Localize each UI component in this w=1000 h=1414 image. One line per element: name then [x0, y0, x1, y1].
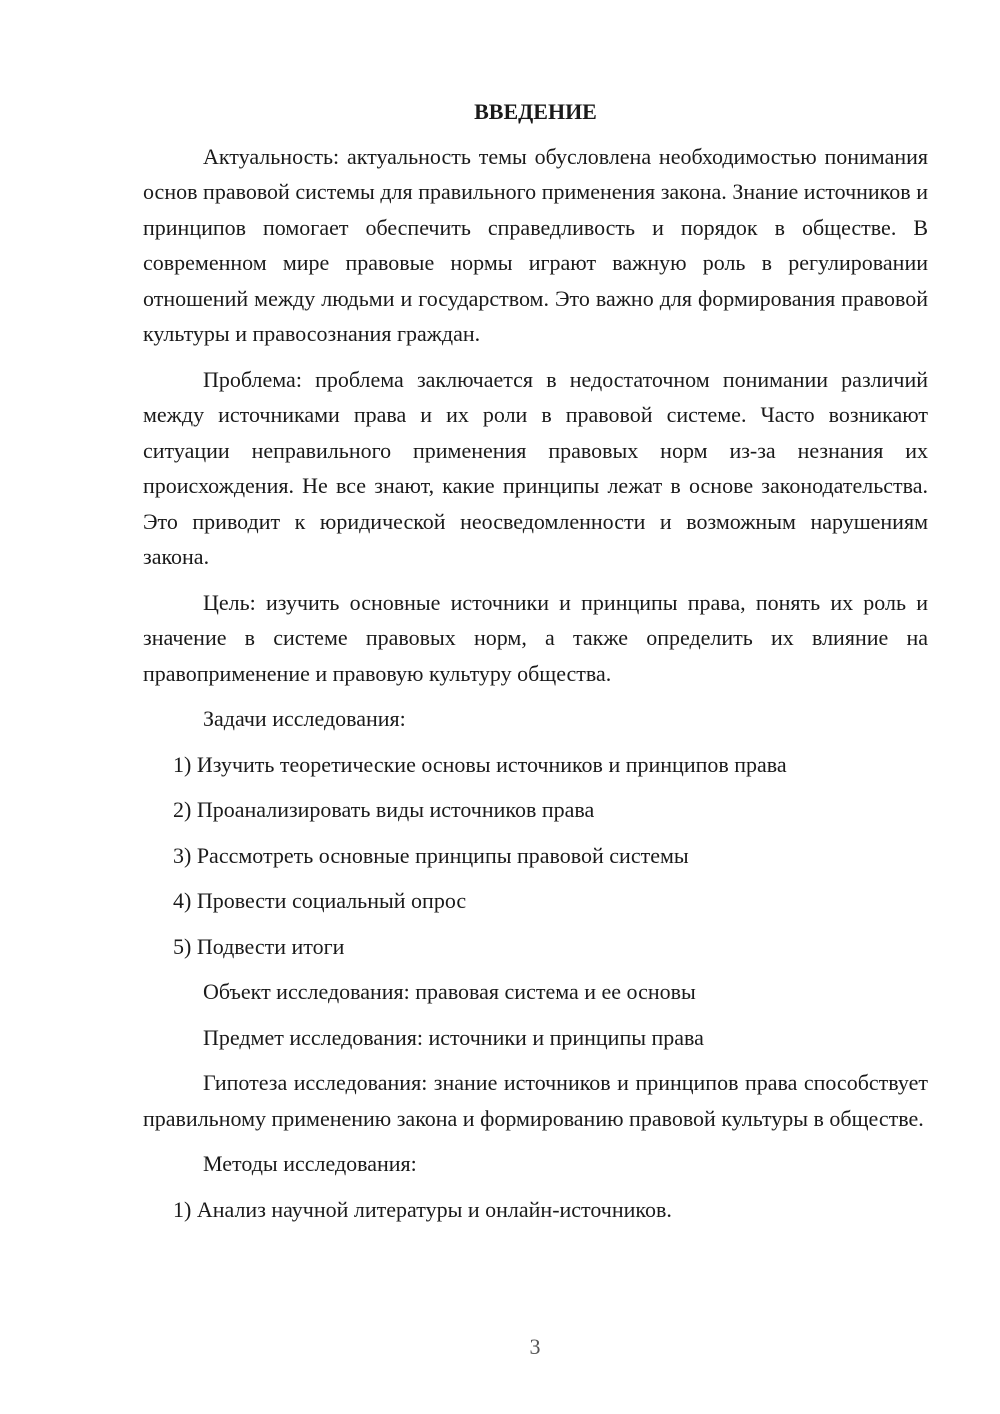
document-body [143, 94, 928, 1237]
goal-paragraph: Цель: изучить основные источники и принципы права, понять их роль и значение в системе правовых норм, а также определить их влияние на правоприменение и правовую культуру общества. [143, 589, 928, 686]
task-item-4: 4) Провести социальный опрос [173, 888, 467, 913]
relevance-paragraph: Актуальность: актуальность темы обусловлена необходимостью понимания основ правовой системы для правильного применения закона. Знание источников и принципов помогает обеспечить справедливость и порядок в обществе. В современном мире правовые нормы играют важную роль в регулировании отношений между людьми и государством. Это важно для формирования правовой культуры и правосознания граждан. [143, 143, 928, 346]
subject-line: Предмет исследования: источники и принципы права [203, 1024, 704, 1050]
task-item-2: 2) Проанализировать виды источников права [173, 797, 595, 822]
page-number: 3 [529, 1334, 541, 1359]
object-line: Объект исследования: правовая система и ее основы [203, 979, 696, 1004]
problem-paragraph: Проблема: проблема заключается в недостаточном понимании различий между источниками права и их роли в правовой системе. Часто возникают ситуации неправильного применения правовых норм из-за незнания их происхождения. Не все знают, какие принципы лежат в основе законодательства. Это приводит к юридической неосведомленности и возможным нарушениям закона. [143, 366, 928, 569]
task-item-1: 1) Изучить теоретические основы источников и принципов права [173, 751, 787, 777]
tasks-heading: Задачи исследования: [203, 706, 406, 731]
section-title: ВВЕДЕНИЕ [474, 99, 597, 124]
method-item-1: 1) Анализ научной литературы и онлайн-источников. [173, 1196, 672, 1222]
hypothesis-paragraph: Гипотеза исследования: знание источников и принципов права способствует правильному применению закона и формированию правовой культуры в обществе. [143, 1070, 928, 1131]
methods-heading: Методы исследования: [203, 1151, 417, 1176]
task-item-3: 3) Рассмотреть основные принципы правовой системы [173, 842, 689, 868]
task-item-5: 5) Подвести итоги [173, 933, 345, 959]
